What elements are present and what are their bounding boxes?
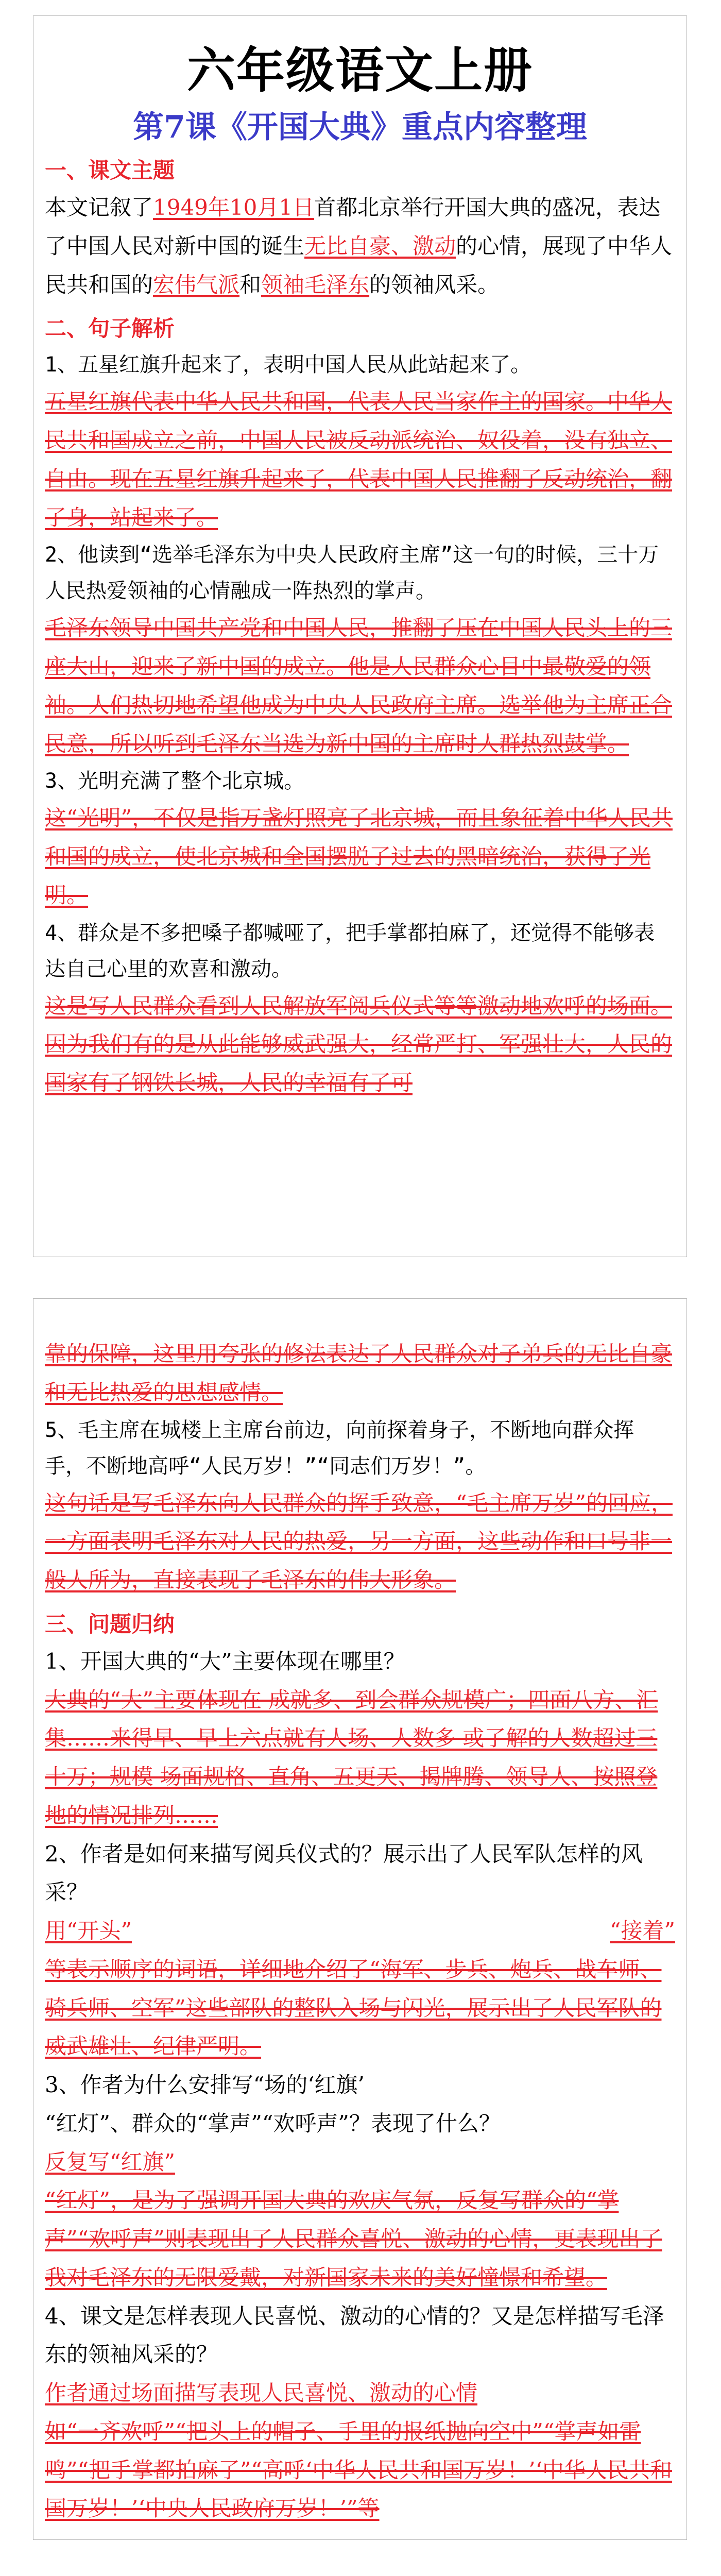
theme-text-mid3: 和 xyxy=(239,272,262,297)
answer-2-lead-line xyxy=(45,1912,675,1951)
theme-grandeur: 宏伟气派 xyxy=(153,272,240,297)
theme-text-mid2: 的心情，展现了中华人民共和国的 xyxy=(45,233,673,297)
document-page-2 xyxy=(33,1298,687,2540)
sentence-2-analysis: 毛泽东领导中国共产党和中国人民，推翻了压在中国人民头上的三座大山，迎来了新中国的成立。他是人民群众心目中最敬爱的领袖。人们热切地希望他成为中央人民政府主席。选举他为主席正合民意，所以听到毛泽东当选为新中国的主席时人群热烈鼓掌。 xyxy=(45,615,673,756)
answer-2-tail: “接着” xyxy=(610,1918,675,1943)
answer-3-lead: 反复写“红旗” xyxy=(45,2149,175,2175)
theme-paragraph xyxy=(45,189,675,304)
theme-emotion: 无比自豪、激动 xyxy=(304,233,456,259)
sentence-2: 2、他读到“选举毛泽东为中央人民政府主席”这一句的时候，三十万人民热爱领袖的心情融成一阵热烈的掌声。 xyxy=(45,543,659,603)
document-title: 六年级语文上册 xyxy=(186,42,533,99)
answer-1: 大典的“大”主要体现在 成就多、到会群众规模广；四面八方、汇集……来得早、早上六点就有人场、人数多 或了解的人数超过三十万；规模 场面规格、直角、五更天、揭牌腾、领导人、按照登地的情况排列…… xyxy=(45,1687,658,1828)
theme-leader: 领袖毛泽东 xyxy=(261,272,370,297)
answer-4-b: 如“一齐欢呼”“把头上的帽子、手里的报纸抛向空中”“掌声如雷鸣”“把手掌都拍麻了”“高呼‘中华人民共和国万岁！’‘中华人民共和国万岁！’‘中央人民政府万岁！’”等 xyxy=(45,2418,672,2521)
question-1: 1、开国大典的“大”主要体现在哪里？ xyxy=(45,1648,405,1674)
question-3-cont: “红灯”、群众的“掌声”“欢呼声”？表现了什么？ xyxy=(45,2110,501,2136)
theme-date: 1949年10月1日 xyxy=(153,195,315,221)
document-page-1 xyxy=(33,15,687,1257)
sentence-4-analysis-part2: 靠的保障，这里用夸张的修法表达了人民群众对子弟兵的无比自豪和无比热爱的思想感情。 xyxy=(45,1341,673,1405)
section-heading-questions: 三、问题归纳 xyxy=(45,1611,175,1637)
sentence-4-analysis-part1: 这是写人民群众看到人民解放军阅兵仪式等等激动地欢呼的场面。因为我们有的是从此能够威武强大，经常严打、军强壮大，人民的国家有了钢铁长城，人民的幸福有了可 xyxy=(45,993,673,1096)
answer-4-a: 作者通过场面描写表现人民喜悦、激动的心情 xyxy=(45,2380,478,2405)
section-heading-theme: 一、课文主题 xyxy=(45,158,175,183)
theme-text-pre: 本文记叙了 xyxy=(45,195,153,221)
answer-2-body: 等表示顺序的词语，详细地介绍了“海军、步兵、炮兵、战车师、骑兵师、空军”这些部队的整队入场与闪光，展示出了人民军队的威武雄壮、纪律严明。 xyxy=(45,1956,662,2059)
sentence-5-analysis: 这句话是写毛泽东向人民群众的挥手致意，“毛主席万岁”的回应，一方面表明毛泽东对人民的热爱，另一方面，这些动作和口号非一般人所为，直接表现了毛泽东的伟大形象。 xyxy=(45,1490,673,1592)
section-heading-sentences: 二、句子解析 xyxy=(45,316,175,342)
theme-text-end: 的领袖风采。 xyxy=(369,272,500,297)
sentence-5: 5、毛主席在城楼上主席台前边，向前探着身子，不断地向群众挥手，不断地高呼“人民万岁！”“同志们万岁！”。 xyxy=(45,1418,634,1478)
theme-text-mid1: 首都北京举行开国大典的盛况，表达了中国人民对新中国的诞生 xyxy=(45,195,661,259)
answer-2-lead: 用“开头” xyxy=(45,1918,132,1943)
question-4: 4、课文是怎样表现人民喜悦、激动的心情的？又是怎样描写毛泽东的领袖风采的？ xyxy=(45,2303,664,2367)
sentence-3-analysis: 这“光明”，不仅是指万盏灯照亮了北京城，而且象征着中华人民共和国的成立，使北京城和全国摆脱了过去的黑暗统治，获得了光明。 xyxy=(45,805,673,908)
question-2: 2、作者是如何来描写阅兵仪式的？展示出了人民军队怎样的风采？ xyxy=(45,1841,643,1905)
document-subtitle: 第7课《开国大典》重点内容整理 xyxy=(133,109,587,146)
sentence-3: 3、光明充满了整个北京城。 xyxy=(45,769,305,793)
question-3: 3、作者为什么安排写“场的‘红旗’ xyxy=(45,2072,365,2097)
sentence-1: 1、五星红旗升起来了，表明中国人民从此站起来了。 xyxy=(45,353,531,377)
sentence-1-analysis: 五星红旗代表中华人民共和国，代表人民当家作主的国家。中华人民共和国成立之前，中国人民被反动派统治、奴役着，没有独立、自由。现在五星红旗升起来了，代表中国人民推翻了反动统治，翻了身，站起来了。 xyxy=(45,389,673,530)
answer-3-body: “红灯”，是为了强调开国大典的欢庆气氛，反复写群众的“掌声”“欢呼声”则表现出了人民群众喜悦、激动的心情，更表现出了我对毛泽东的无限爱戴，对新国家未来的美好憧憬和希望。 xyxy=(45,2188,662,2290)
sentence-4: 4、群众是不多把嗓子都喊哑了，把手掌都拍麻了，还觉得不能够表达自己心里的欢喜和激动。 xyxy=(45,921,655,981)
